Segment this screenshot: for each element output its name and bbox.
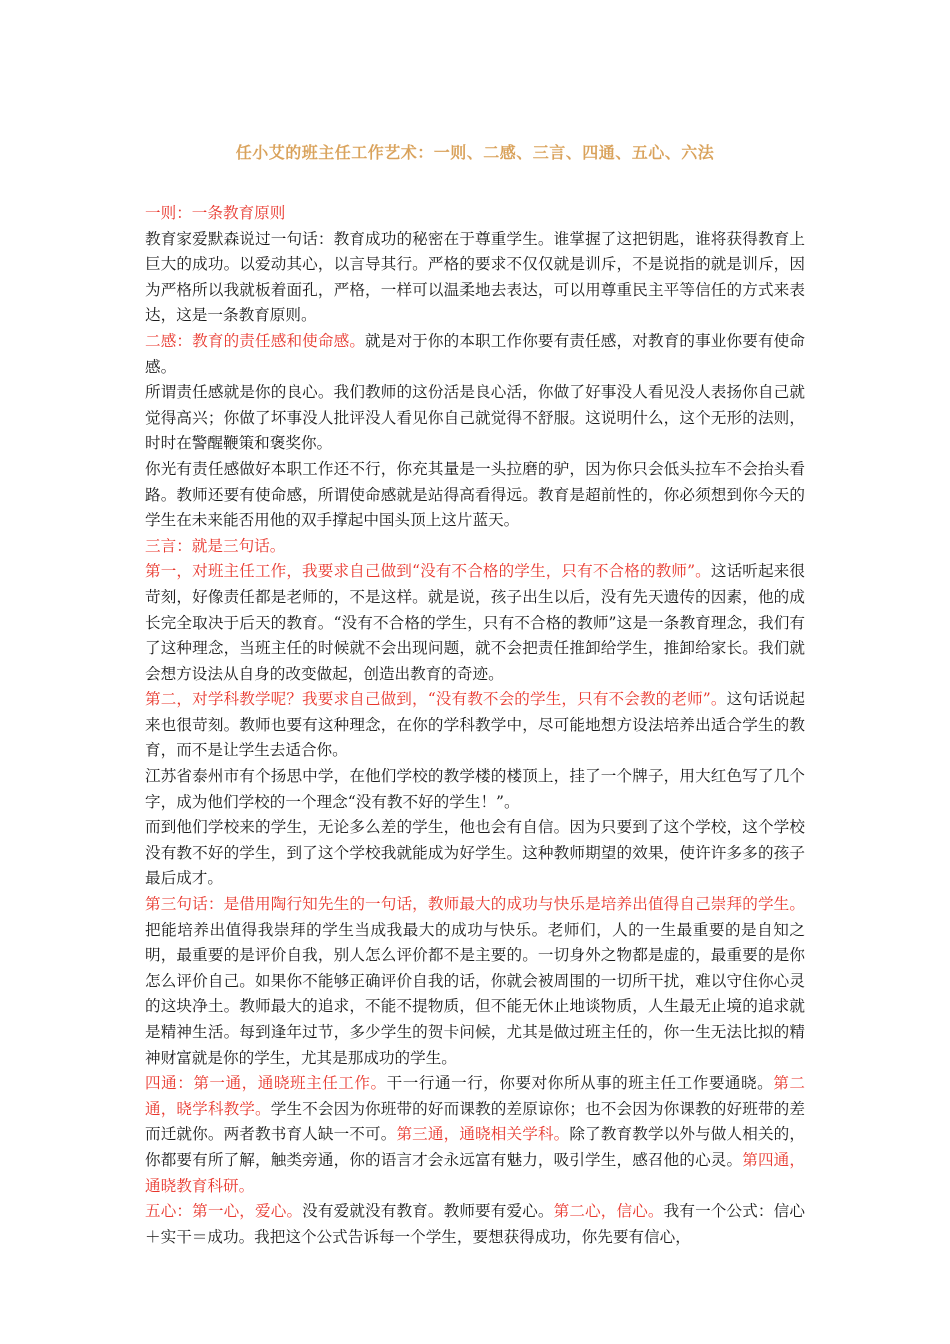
highlighted-text: 第三句话：是借用陶行知先生的一句话，教师最大的成功与快乐是培养出值得自己崇拜的学生。 (145, 895, 805, 914)
highlighted-text: 第二心，信心。 (553, 1202, 664, 1221)
highlighted-text: 二感：教育的责任感和使命感。 (145, 331, 366, 350)
body-text: 江苏省泰州市有个扬思中学，在他们学校的教学楼的楼顶上，挂了一个牌子，用大红色写了几个字，成为他们学校的一个理念“没有教不好的学生！”。 (145, 767, 805, 811)
paragraph (145, 201, 805, 227)
paragraph (145, 457, 805, 534)
body-text: 就是对于你的本职工作你要有责任感，对教育的事业你要有使命感。 (145, 331, 805, 376)
body-text: 干一行通一行，你要对你所从事的班主任工作要通晓。 (386, 1074, 774, 1093)
highlighted-text: 第二，对学科教学呢？我要求自己做到，“没有教不会的学生，只有不会教的老师”。 (145, 690, 727, 709)
document-title: 任小艾的班主任工作艺术：一则、二感、三言、四通、五心、六法 (235, 143, 715, 162)
paragraph (145, 559, 805, 687)
highlighted-text: 五心：第一心，爱心。 (145, 1202, 303, 1221)
paragraph (145, 687, 805, 764)
body-text: 所谓责任感就是你的良心。我们教师的这份活是良心活，你做了好事没人看见没人表扬你自己就觉得高兴；你做了坏事没人批评没人看见你自己就觉得不舒服。这说明什么，这个无形的法则，时时在警醒鞭策和褒奖你。 (145, 383, 805, 453)
highlighted-text: 第三通，通晓相关学科。 (396, 1125, 570, 1144)
highlighted-text: 一则：一条教育原则 (145, 204, 286, 222)
body-text: 学生不会因为你班带的好而课教的差原谅你；也不会因为你课教的好班带的差而迁就你。两者教书育人缺一不可。 (145, 1099, 805, 1144)
document-body (145, 201, 805, 1250)
paragraph (145, 892, 805, 1071)
paragraph (145, 764, 805, 815)
body-text: 把能培养出值得我崇拜的学生当成我最大的成功与快乐。老师们，人的一生最重要的是自知之明，最重要的是评价自我，别人怎么评价都不是主要的。一切身外之物都是虚的，最重要的是你怎么评价自己。如果你不能够正确评价自我的话，你就会被周围的一切所干扰，难以守住你心灵的这块净土。教师最大的追求，不能不提物质，但不能无休止地谈物质，人生最无止境的追求就是精神生活。每到逢年过节，多少学生的贺卡问候，尤其是做过班主任的，你一生无法比拟的精神财富就是你的学生，尤其是那成功的学生。 (145, 920, 805, 1067)
paragraph (145, 815, 805, 892)
paragraph (145, 227, 805, 329)
body-text: 你光有责任感做好本职工作还不行，你充其量是一头拉磨的驴，因为你只会低头拉车不会抬头看路。教师还要有使命感，所谓使命感就是站得高看得远。教育是超前性的，你必须想到你今天的学生在未来能否用他的双手撑起中国头顶上这片蓝天。 (145, 459, 805, 530)
body-text: 这句话说起来也很苛刻。教师也要有这种理念，在你的学科教学中，尽可能地想方设法培养出适合学生的教育，而不是让学生去适合你。 (145, 690, 805, 760)
paragraph (145, 329, 805, 380)
paragraph (145, 380, 805, 457)
paragraph (145, 534, 805, 560)
highlighted-text: 第一，对班主任工作，我要求自己做到“没有不合格的学生，只有不合格的教师”。 (145, 562, 711, 581)
highlighted-text: 四通：第一通，通晓班主任工作。 (145, 1074, 387, 1093)
body-text: 教育家爱默森说过一句话：教育成功的秘密在于尊重学生。谁掌握了这把钥匙，谁将获得教育上巨大的成功。以爱动其心，以言导其行。严格的要求不仅仅就是训斥，不是说指的就是训斥，因为严格所以我就板着面孔，严格，一样可以温柔地去表达，可以用尊重民主平等信任的方式来表达，这是一条教育原则。 (145, 229, 805, 325)
body-text: 我有一个公式：信心＋实干＝成功。我把这个公式告诉每一个学生，要想获得成功，你先要有信心， (145, 1202, 805, 1246)
highlighted-text: 第四通，通晓教育科研。 (145, 1150, 805, 1195)
highlighted-text: 第二通，晓学科教学。 (145, 1074, 805, 1118)
body-text: 而到他们学校来的学生，无论多么差的学生，他也会有自信。因为只要到了这个学校，这个学校没有教不好的学生，到了这个学校我就能成为好学生。这种教师期望的效果，使许许多多的孩子最后成才。 (145, 818, 805, 888)
body-text: 没有爱就没有教育。教师要有爱心。 (302, 1202, 554, 1221)
highlighted-text: 三言：就是三句话。 (145, 536, 286, 555)
body-text: 除了教育教学以外与做人相关的，你都要有所了解，触类旁通，你的语言才会永远富有魅力，吸引学生，感召他的心灵。 (145, 1125, 805, 1169)
paragraph (145, 1071, 805, 1199)
body-text: 这话听起来很苛刻，好像责任都是老师的，不是这样。就是说，孩子出生以后，没有先天遗传的因素，他的成长完全取决于后天的教育。“没有不合格的学生，只有不合格的教师”这是一条教育理念，我们有了这种理念，当班主任的时候就不会出现问题，就不会把责任推卸给学生，推卸给家长。我们就会想方设法从自身的改变做起，创造出教育的奇迹。 (145, 562, 805, 683)
paragraph (145, 1199, 805, 1250)
